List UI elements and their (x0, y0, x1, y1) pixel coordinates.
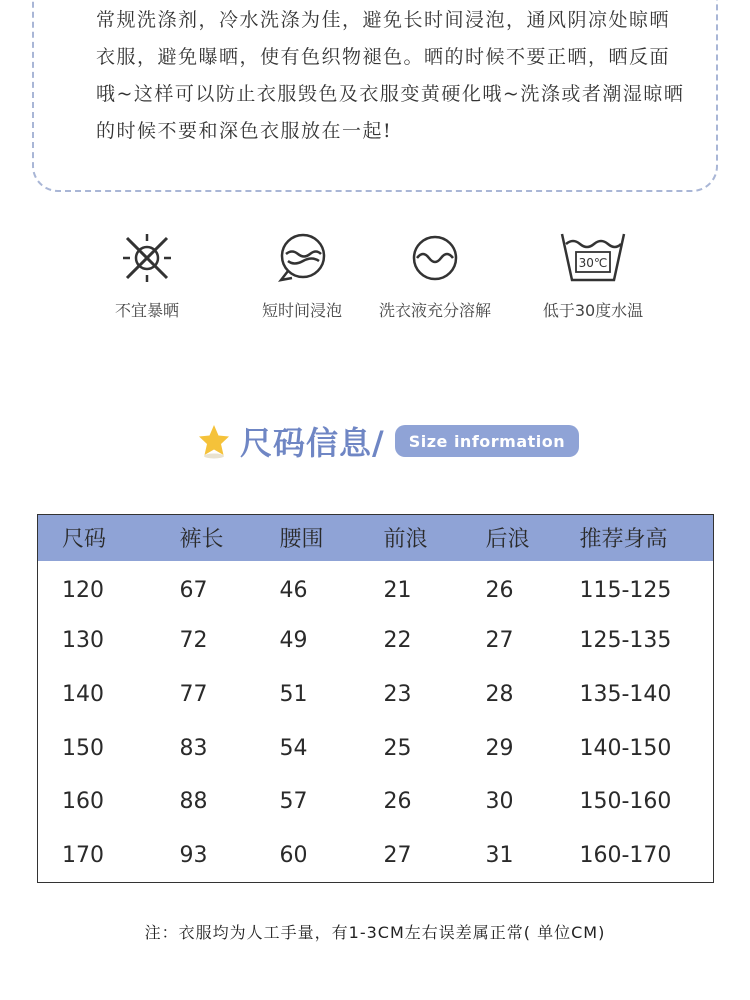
measurement-note: 注：衣服均为人工手量，有1-3CM左右误差属正常( 单位CM) (144, 923, 606, 942)
table-row (38, 721, 714, 775)
cell-waist: 46 (279, 577, 308, 603)
header-back-rise: 后浪 (485, 527, 530, 553)
care-label: 短时间浸泡 (261, 301, 342, 320)
cell-waist: 54 (279, 735, 308, 761)
water-temp-30-icon (558, 228, 628, 288)
cell-back-rise: 26 (485, 577, 514, 603)
table-header-row (38, 515, 714, 561)
dissolve-detergent-icon (405, 228, 465, 288)
care-label: 洗衣液充分溶解 (378, 301, 491, 320)
cell-pants-length: 93 (179, 842, 208, 868)
section-title: 尺码信息/ (240, 424, 385, 462)
table-row (38, 561, 714, 615)
cell-recommended-height: 160-170 (579, 842, 672, 868)
table-row (38, 614, 714, 668)
cell-size: 140 (62, 682, 104, 708)
header-pants-length: 裤长 (179, 527, 224, 553)
cell-waist: 51 (279, 682, 308, 708)
cell-pants-length: 72 (179, 628, 208, 654)
header-size: 尺码 (62, 527, 107, 553)
care-label: 低于30度水温 (542, 301, 644, 320)
cell-pants-length: 83 (179, 735, 208, 761)
cell-size: 160 (62, 789, 104, 815)
cell-size: 130 (62, 628, 104, 654)
care-item-no-sun (72, 228, 222, 321)
cell-back-rise: 31 (485, 842, 514, 868)
cell-size: 170 (62, 842, 104, 868)
cell-front-rise: 22 (383, 628, 412, 654)
care-item-water-temp (518, 228, 668, 321)
cell-waist: 60 (279, 842, 308, 868)
tips-line: 哦~这样可以防止衣服毁色及衣服变黄硬化哦~洗涤或者潮湿晾晒 (96, 83, 685, 105)
short-soak-icon (272, 228, 332, 288)
care-tips-box (32, 0, 718, 192)
cell-recommended-height: 150-160 (579, 789, 672, 815)
tips-line: 常规洗涤剂，冷水洗涤为佳，避免长时间浸泡，通风阴凉处晾晒 (96, 9, 671, 31)
cell-pants-length: 88 (179, 789, 208, 815)
cell-front-rise: 26 (383, 789, 412, 815)
care-icons-row (60, 228, 700, 338)
cell-front-rise: 25 (383, 735, 412, 761)
cell-pants-length: 77 (179, 682, 208, 708)
cell-waist: 49 (279, 628, 308, 654)
cell-waist: 57 (279, 789, 308, 815)
cell-recommended-height: 135-140 (579, 682, 672, 708)
cell-back-rise: 30 (485, 789, 514, 815)
section-subtitle-badge: Size information (395, 425, 579, 457)
header-waist: 腰围 (279, 527, 324, 553)
cell-pants-length: 67 (179, 577, 208, 603)
table-row (38, 668, 714, 722)
cell-size: 150 (62, 735, 104, 761)
table-row (38, 829, 714, 883)
care-label: 不宜暴晒 (114, 301, 179, 320)
cell-front-rise: 27 (383, 842, 412, 868)
cell-front-rise: 21 (383, 577, 412, 603)
cell-recommended-height: 125-135 (579, 628, 672, 654)
tips-text (96, 2, 736, 150)
cell-back-rise: 27 (485, 628, 514, 654)
header-recommended-height: 推荐身高 (579, 527, 668, 553)
star-icon (196, 423, 232, 459)
cell-back-rise: 28 (485, 682, 514, 708)
care-item-dissolve (360, 228, 510, 321)
tub-temp-text: 30℃ (578, 256, 608, 270)
cell-back-rise: 29 (485, 735, 514, 761)
header-front-rise: 前浪 (383, 527, 428, 553)
cell-recommended-height: 140-150 (579, 735, 672, 761)
cell-recommended-height: 115-125 (579, 577, 672, 603)
tips-line: 衣服，避免曝晒，使有色织物褪色。晒的时候不要正晒，晒反面 (96, 46, 671, 68)
table-row (38, 775, 714, 829)
size-info-heading (196, 418, 579, 464)
size-table (37, 514, 714, 883)
cell-size: 120 (62, 577, 104, 603)
cell-front-rise: 23 (383, 682, 412, 708)
care-item-short-soak (227, 228, 377, 321)
tips-line: 的时候不要和深色衣服放在一起! (96, 120, 393, 142)
no-sun-icon (117, 228, 177, 288)
